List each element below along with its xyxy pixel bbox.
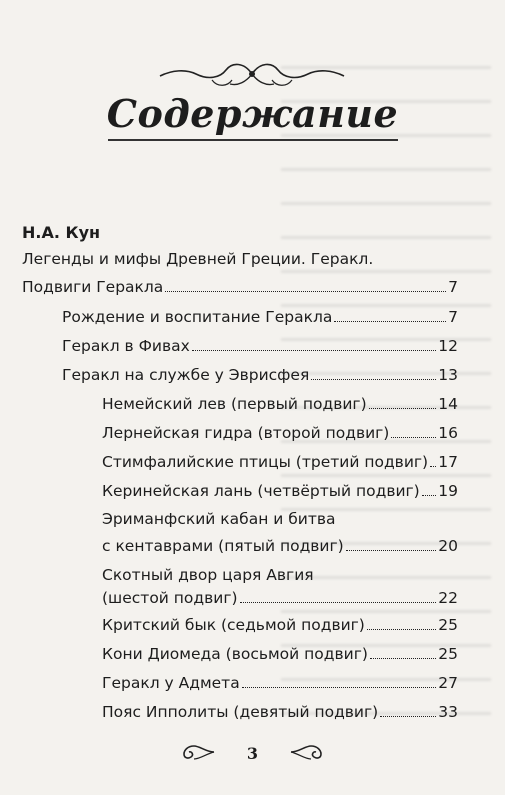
book-title: Легенды и мифы Древней Греции. Геракл. bbox=[22, 250, 374, 268]
page-number: 3 bbox=[246, 744, 259, 763]
right-flourish-icon bbox=[289, 742, 327, 762]
toc-entry-line: Эриманфский кабан и битва bbox=[102, 510, 336, 528]
toc-entry: Керинейская лань (четвёртый подвиг) 19 bbox=[102, 482, 458, 500]
toc-entry: Пояс Ипполиты (девятый подвиг) 33 bbox=[102, 703, 458, 721]
toc-entry-line: Скотный двор царя Авгия bbox=[102, 566, 314, 584]
toc-entry: Геракл на службе у Эврисфея 13 bbox=[62, 366, 458, 384]
author-name: Н.А. Кун bbox=[22, 223, 101, 242]
toc-entry: Лернейская гидра (второй подвиг) 16 bbox=[102, 424, 458, 442]
title-underline bbox=[108, 139, 398, 141]
toc-entry: Подвиги Геракла 7 bbox=[22, 278, 458, 296]
toc-entry: Немейский лев (первый подвиг) 14 bbox=[102, 395, 458, 413]
toc-entry: Рождение и воспитание Геракла 7 bbox=[62, 308, 458, 326]
page-title: Содержание bbox=[106, 91, 399, 136]
toc-entry: (шестой подвиг) 22 bbox=[102, 589, 458, 607]
toc-entry: с кентаврами (пятый подвиг) 20 bbox=[102, 537, 458, 555]
toc-entry: Кони Диомеда (восьмой подвиг) 25 bbox=[102, 645, 458, 663]
toc-entry: Геракл у Адмета 27 bbox=[102, 674, 458, 692]
toc-entry: Геракл в Фивах 12 bbox=[62, 337, 458, 355]
toc-entry: Критский бык (седьмой подвиг) 25 bbox=[102, 616, 458, 634]
title-ornament-icon bbox=[152, 58, 352, 90]
toc-entry: Стимфалийские птицы (третий подвиг) 17 bbox=[102, 453, 458, 471]
